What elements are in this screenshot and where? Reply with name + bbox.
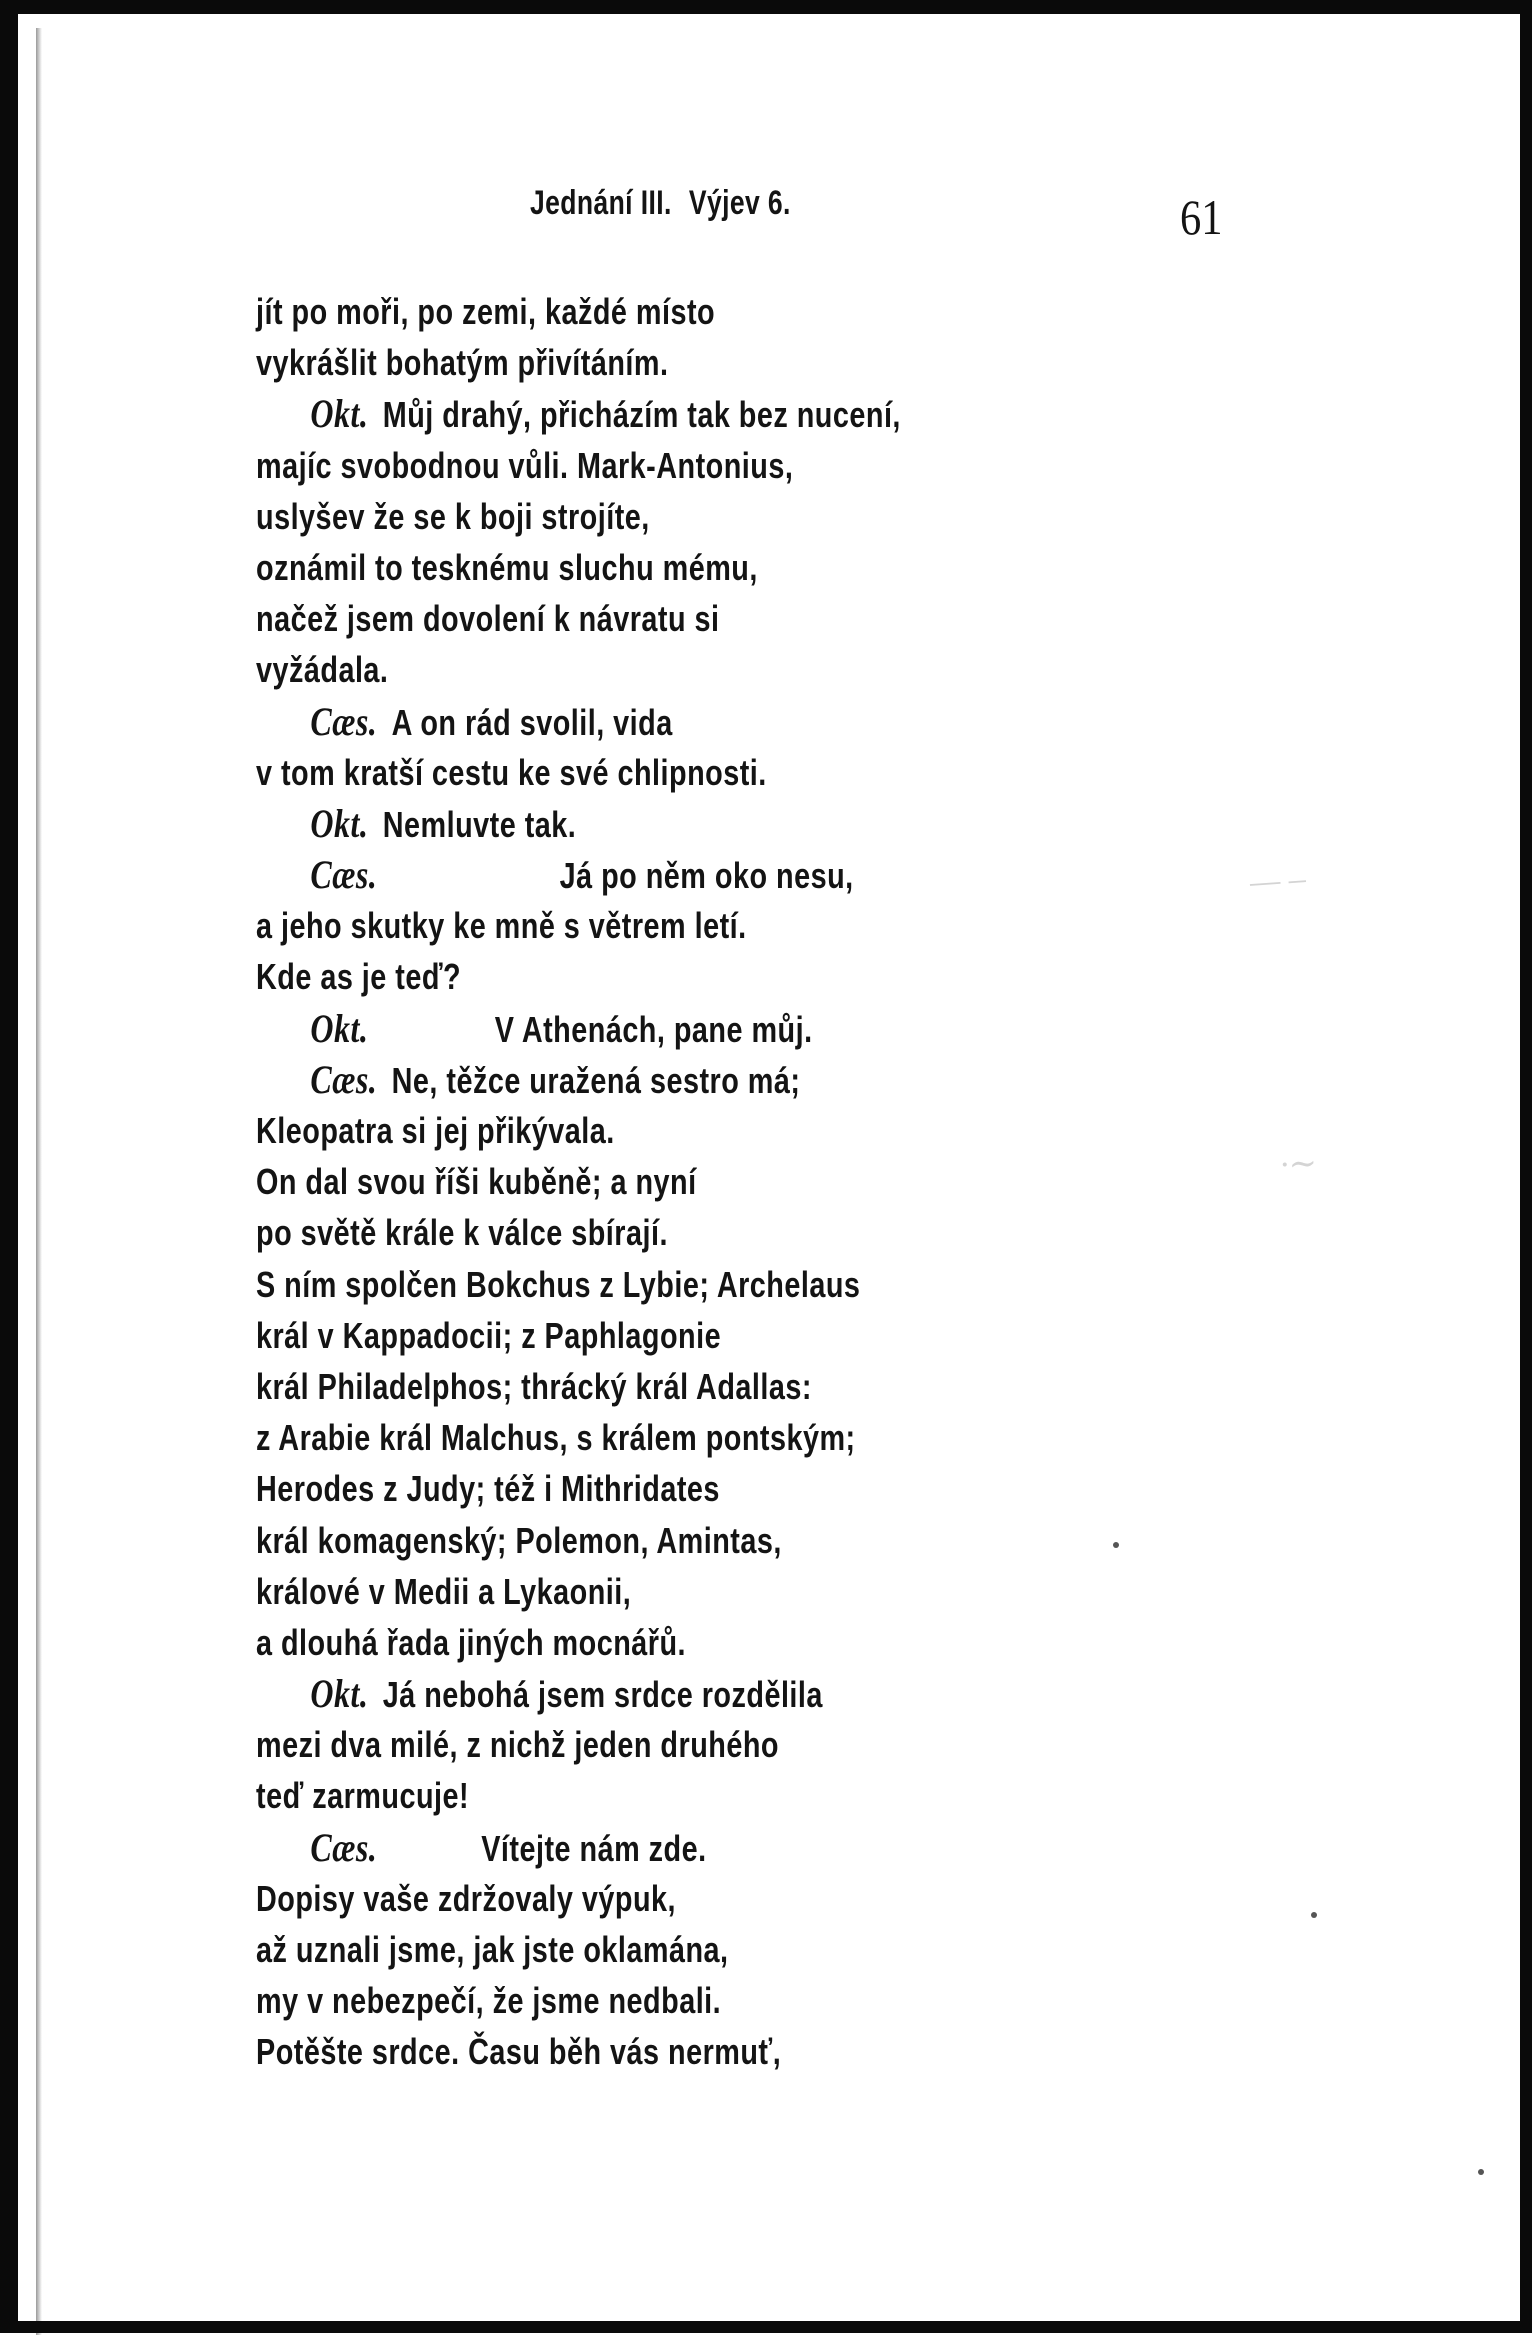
line-text: z Arabie král Malchus, s králem pontským; [256, 1417, 856, 1459]
line-text: my v nebezpečí, že jsme nedbali. [256, 1980, 722, 2022]
line-text: král v Kappadocii; z Paphlagonie [256, 1314, 722, 1356]
speck [1478, 2169, 1484, 2175]
speech-line [256, 1668, 1056, 1719]
speech-line [256, 798, 1056, 849]
line-text: králové v Medii a Lykaonii, [256, 1570, 632, 1612]
line-text: Kleopatra si jej přikývala. [256, 1110, 615, 1151]
line-text: Vítejte nám zde. [481, 1827, 707, 1869]
verse-line [256, 1719, 1056, 1770]
verse-line [256, 1770, 1056, 1821]
show-through-mark: ·∼ [1279, 1145, 1318, 1184]
line-text: Já po něm oko nesu, [559, 855, 854, 897]
verse-line [256, 1361, 1056, 1412]
book-page [18, 14, 1520, 2321]
verse-line [256, 1412, 1056, 1463]
speck [1113, 1542, 1119, 1548]
verse-line [256, 440, 1056, 491]
line-text: po světě krále k válce sbírají. [256, 1212, 668, 1254]
running-head [530, 184, 808, 223]
line-text: Já nebohá jsem srdce rozdělila [382, 1674, 823, 1716]
speech-line [256, 696, 1056, 747]
speaker-name: Cæs. [310, 698, 378, 744]
verse-line [256, 2026, 1056, 2077]
line-text: jít po moři, po zemi, každé místo [256, 291, 716, 332]
verse-text [256, 286, 1256, 2078]
speaker-name: Cæs. [310, 1056, 378, 1102]
speaker-name: Okt. [310, 1671, 369, 1717]
line-text: vyžádala. [256, 649, 389, 691]
line-text: uslyšev že se k boji strojíte, [256, 495, 650, 537]
speech-line [256, 388, 1056, 439]
verse-line [256, 542, 1056, 593]
speaker-name: Okt. [310, 800, 369, 846]
line-text: S ním spolčen Bokchus z Lybie; Archelaus [256, 1263, 861, 1305]
line-text: Herodes z Judy; též i Mithridates [256, 1468, 720, 1510]
verse-line [256, 900, 1056, 951]
show-through-mark: — – [1248, 860, 1307, 901]
line-text: mezi dva milé, z nichž jeden druhého [256, 1724, 779, 1766]
speech-line [256, 1003, 1056, 1054]
verse-line [256, 1566, 1056, 1617]
verse-line [256, 593, 1056, 644]
speaker-name: Cæs. [310, 1824, 378, 1870]
act-label: Jednání III. [530, 184, 672, 222]
speaker-name: Okt. [310, 391, 369, 437]
line-text: vykrášlit bohatým přivítáním. [256, 342, 669, 384]
speaker-name: Cæs. [310, 852, 378, 898]
verse-line [256, 1259, 1056, 1310]
line-text: Dopisy vaše zdržovaly výpuk, [256, 1877, 677, 1919]
line-text: a dlouhá řada jiných mocnářů. [256, 1621, 687, 1663]
speech-line [256, 849, 1056, 900]
line-text: a jeho skutky ke mně s větrem letí. [256, 905, 747, 947]
line-text: teď zarmucuje! [256, 1775, 470, 1817]
verse-line [256, 491, 1056, 542]
line-text: On dal svou říši kuběně; a nyní [256, 1161, 697, 1203]
speck [1311, 1912, 1317, 1918]
page-number: 61 [1180, 189, 1223, 245]
line-text: Kde as je teď? [256, 956, 462, 998]
verse-line [256, 1617, 1056, 1668]
speaker-name: Okt. [310, 1005, 369, 1051]
line-text: v tom kratší cestu ke své chlipnosti. [256, 751, 767, 793]
verse-line [256, 337, 1056, 388]
verse-line [256, 1515, 1056, 1566]
verse-line [256, 1310, 1056, 1361]
line-text: až uznali jsme, jak jste oklamána, [256, 1929, 729, 1970]
line-text: Můj drahý, přicházím tak bez nucení, [382, 394, 901, 436]
verse-line [256, 1873, 1056, 1924]
line-text: načež jsem dovolení k návratu si [256, 598, 720, 640]
verse-line [256, 286, 1056, 337]
line-text: král Philadelphos; thrácký král Adallas: [256, 1365, 812, 1407]
verse-line [256, 747, 1056, 798]
verse-line [256, 1463, 1056, 1514]
line-text: V Athenách, pane můj. [494, 1008, 813, 1050]
scene-label: Výjev 6. [688, 184, 791, 222]
speech-line [256, 1822, 1056, 1873]
speech-line [256, 1054, 1056, 1105]
line-text: Nemluvte tak. [382, 803, 577, 845]
verse-line [256, 1105, 1056, 1156]
verse-line [256, 1207, 1056, 1258]
line-text: Ne, těžce uražená sestro má; [391, 1059, 801, 1101]
gutter-shadow [36, 28, 42, 2335]
line-text: A on rád svolil, vida [391, 701, 673, 743]
verse-line [256, 951, 1056, 1002]
verse-line [256, 644, 1056, 695]
verse-line [256, 1156, 1056, 1207]
line-text: majíc svobodnou vůli. Mark-Antonius, [256, 444, 794, 486]
line-text: Potěšte srdce. Času běh vás nermuť, [256, 2031, 782, 2073]
line-text: oznámil to tesknému sluchu mému, [256, 546, 758, 588]
line-text: král komagenský; Polemon, Amintas, [256, 1519, 782, 1561]
verse-line [256, 1975, 1056, 2026]
verse-line [256, 1924, 1056, 1975]
